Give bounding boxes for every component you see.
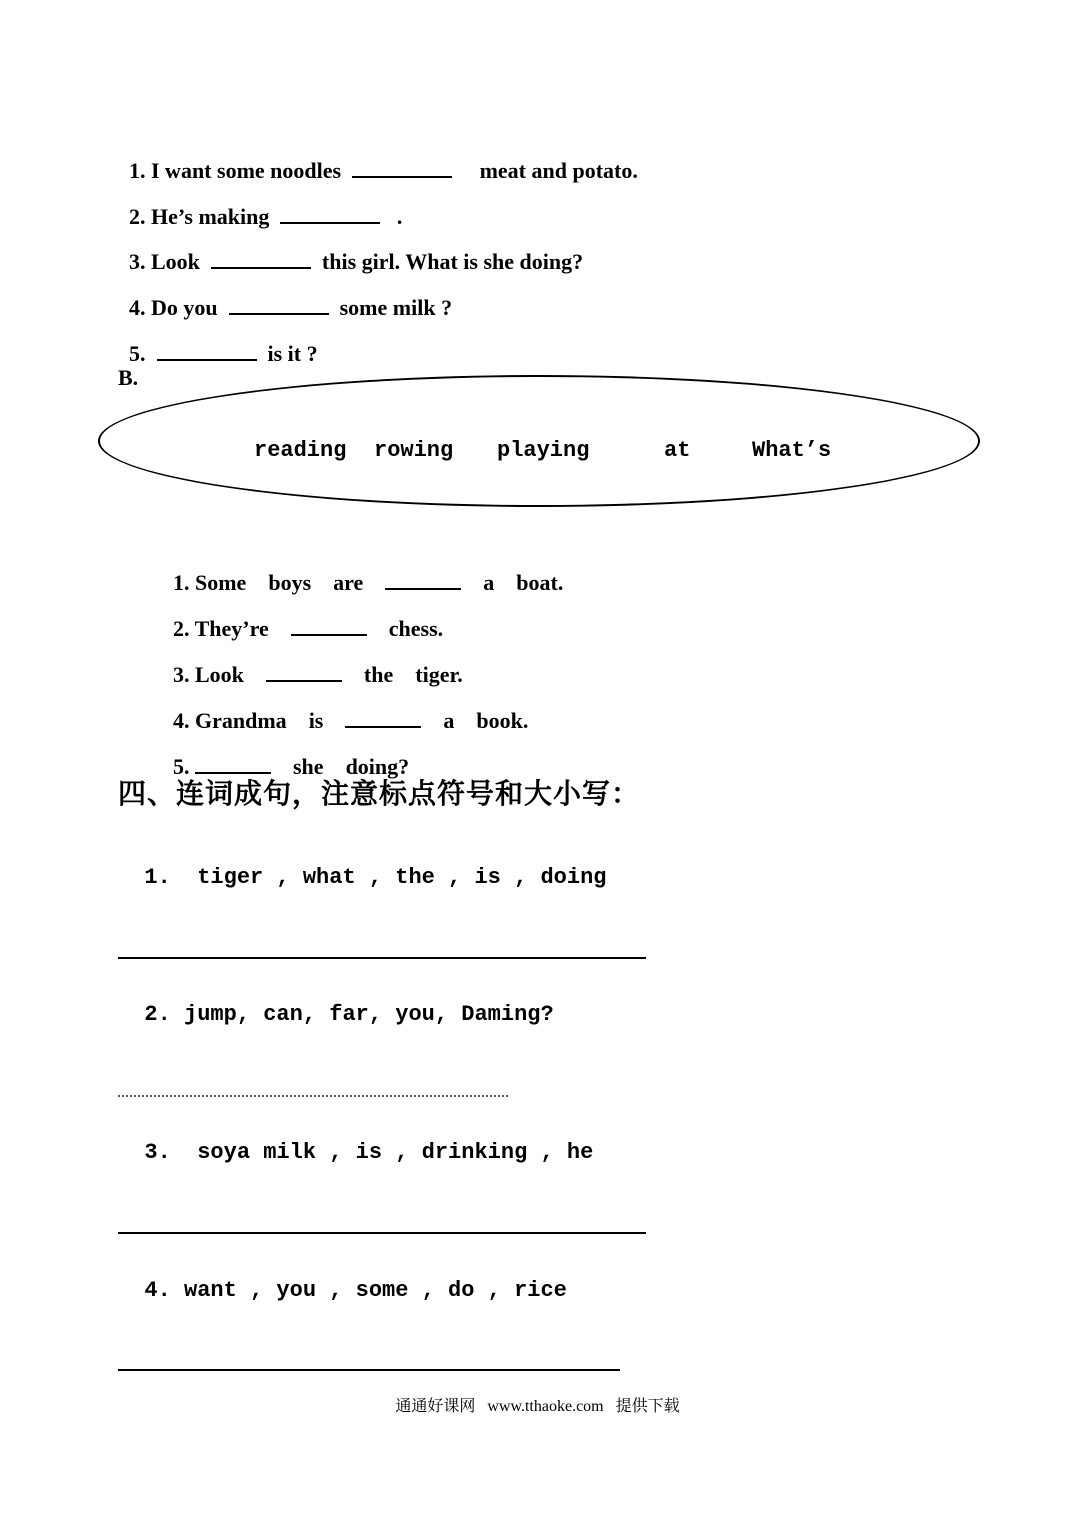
word-bank-item: rowing: [374, 438, 454, 463]
section-a-item-5: 5. is it ?: [129, 341, 318, 366]
answer-blank[interactable]: [211, 266, 311, 269]
section-b-item-4: 4. Grandma is a book.: [173, 708, 529, 733]
answer-blank[interactable]: [266, 679, 342, 682]
section-a-item-2: 2. He’s making .: [129, 204, 403, 229]
section-4-item-4: 4. want , you , some , do , rice: [144, 1278, 567, 1303]
answer-line[interactable]: [118, 1369, 620, 1371]
answer-blank[interactable]: [157, 358, 257, 361]
footer-suffix: 提供下载: [615, 1398, 680, 1415]
word-bank-item: at: [664, 438, 691, 463]
page-footer: [0, 1393, 1075, 1416]
section-4-item-3: 3. soya milk , is , drinking , he: [144, 1140, 594, 1165]
section-b-label: B.: [118, 365, 139, 390]
answer-blank[interactable]: [280, 221, 380, 224]
section-a-item-3: 3. Look this girl. What is she doing?: [129, 249, 584, 274]
section-a-item-4: 4. Do you some milk ?: [129, 295, 453, 320]
answer-blank[interactable]: [345, 725, 421, 728]
footer-site-name: 通通好课网: [395, 1398, 476, 1415]
section-b-item-5: 5. she doing?: [173, 754, 410, 779]
answer-line[interactable]: [118, 957, 646, 959]
answer-blank[interactable]: [352, 175, 452, 178]
section-b-item-2: 2. They’re chess.: [173, 616, 444, 641]
answer-blank[interactable]: [229, 312, 329, 315]
word-bank-item: playing: [497, 438, 590, 463]
answer-line[interactable]: [118, 1095, 508, 1097]
section-4-item-1: 1. tiger , what , the , is , doing: [144, 865, 607, 890]
answer-blank[interactable]: [385, 587, 461, 590]
answer-blank[interactable]: [291, 633, 367, 636]
word-bank-item: What’s: [752, 438, 832, 463]
footer-url[interactable]: www.tthaoke.com: [487, 1398, 604, 1415]
answer-line[interactable]: [118, 1232, 646, 1234]
section-b-item-1: 1. Some boys are a boat.: [173, 570, 564, 595]
section-a-item-1: 1. I want some noodles meat and potato.: [129, 158, 638, 183]
section-4-heading: 四、连词成句，注意标点符号和大小写：: [118, 777, 641, 810]
section-b-item-3: 3. Look the tiger.: [173, 662, 463, 687]
word-bank-item: reading: [254, 438, 347, 463]
section-4-item-2: 2. jump, can, far, you, Daming?: [144, 1002, 554, 1027]
answer-blank[interactable]: [195, 771, 271, 774]
